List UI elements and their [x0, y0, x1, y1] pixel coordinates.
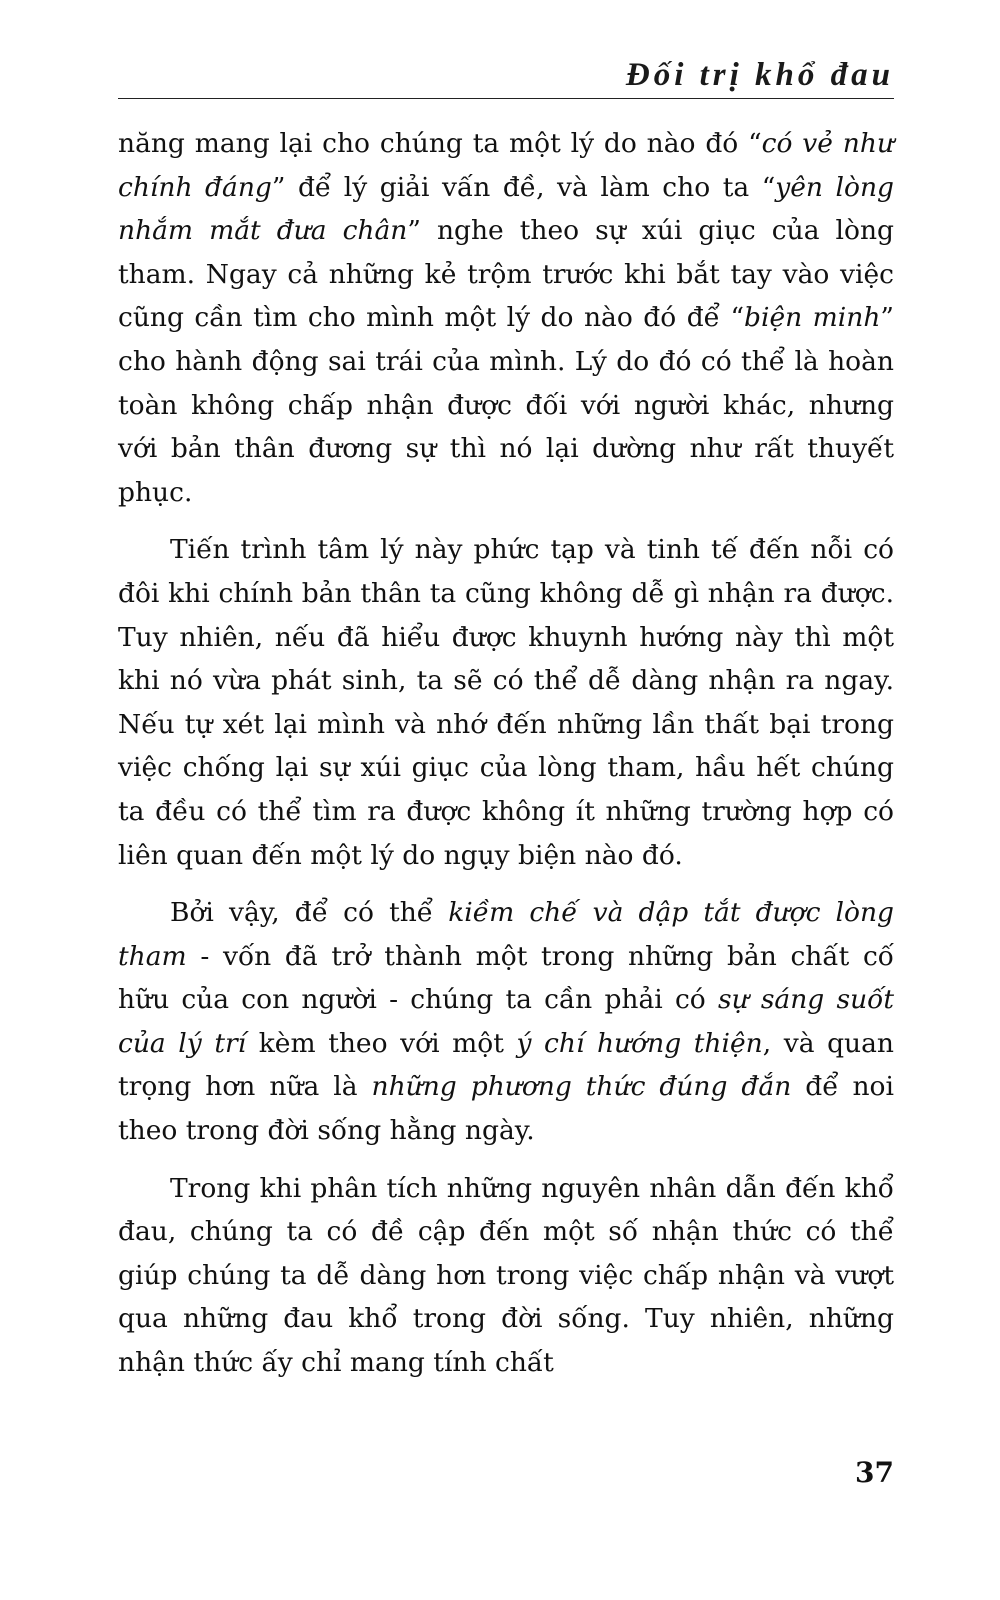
text-run: , và quan trọng hơn nữa là [118, 1027, 894, 1103]
text-run: để noi theo trong đời sống hằng ngày. [118, 1071, 894, 1147]
running-title: Đối trị khổ đau [625, 57, 894, 93]
text-run: - vốn đã trở thành một trong những bản chất cố hữu của con người - chúng ta cần phải có [118, 940, 894, 1016]
text-run: Trong khi phân tích những nguyên nhân dẫn đến khổ đau, chúng ta có đề cập đến một số nhận thức có thể giúp chúng ta dễ dàng hơn trong việc chấp nhận và vượt qua những đau khổ trong đời sống. Tuy nhiên, những nhận thức ấy chỉ mang tính chất [118, 1172, 894, 1379]
page-number: 37 [855, 1456, 894, 1489]
running-header [118, 52, 894, 99]
text-run: Tiến trình tâm lý này phức tạp và tinh tế đến nỗi có đôi khi chính bản thân ta cũng không dễ gì nhận ra được. Tuy nhiên, nếu đã hiểu được khuynh hướng này thì một khi nó vừa phát sinh, ta sẽ có thể dễ dàng nhận ra ngay. Nếu tự xét lại mình và nhớ đến những lần thất bại trong việc chống lại sự xúi giục của lòng tham, hầu hết chúng ta đều có thể tìm ra được không ít những trường hợp có liên quan đến một lý do ngụy biện nào đó. [118, 534, 894, 871]
text-run: Bởi vậy, để có thể [170, 897, 449, 929]
text-run: ” nghe theo sự xúi giục của lòng tham. Ngay cả những kẻ trộm trước khi bắt tay vào việc cũng cần tìm cho mình một lý do nào đó để “ [118, 215, 895, 334]
italic-phrase: ý chí hướng thiện [516, 1027, 763, 1059]
paragraph-3 [118, 891, 894, 1153]
italic-phrase: có vẻ như chính đáng [118, 128, 895, 203]
italic-phrase: những phương thức đúng đắn [371, 1071, 792, 1103]
paragraph-1 [118, 122, 894, 514]
italic-phrase: yên lòng nhắm mắt đưa chân [118, 171, 894, 247]
text-run: ” để lý giải vấn đề, và làm cho ta “ [271, 171, 776, 203]
paragraph-4 [118, 1167, 894, 1385]
italic-phrase: kiềm chế và dập tắt được lòng tham [118, 897, 895, 972]
text-run: năng mang lại cho chúng ta một lý do nào đó “ [118, 128, 762, 159]
italic-phrase: sự sáng suốt của lý trí [118, 984, 894, 1059]
italic-phrase: biện minh [744, 302, 881, 334]
body-text [118, 122, 894, 1399]
paragraph-2 [118, 528, 894, 877]
text-run: kèm theo với một [246, 1027, 517, 1059]
text-run: ” cho hành động sai trái của mình. Lý do đó có thể là hoàn toàn không chấp nhận được đối với người khác, nhưng với bản thân đương sự thì nó lại dường như rất thuyết phục. [118, 302, 894, 508]
